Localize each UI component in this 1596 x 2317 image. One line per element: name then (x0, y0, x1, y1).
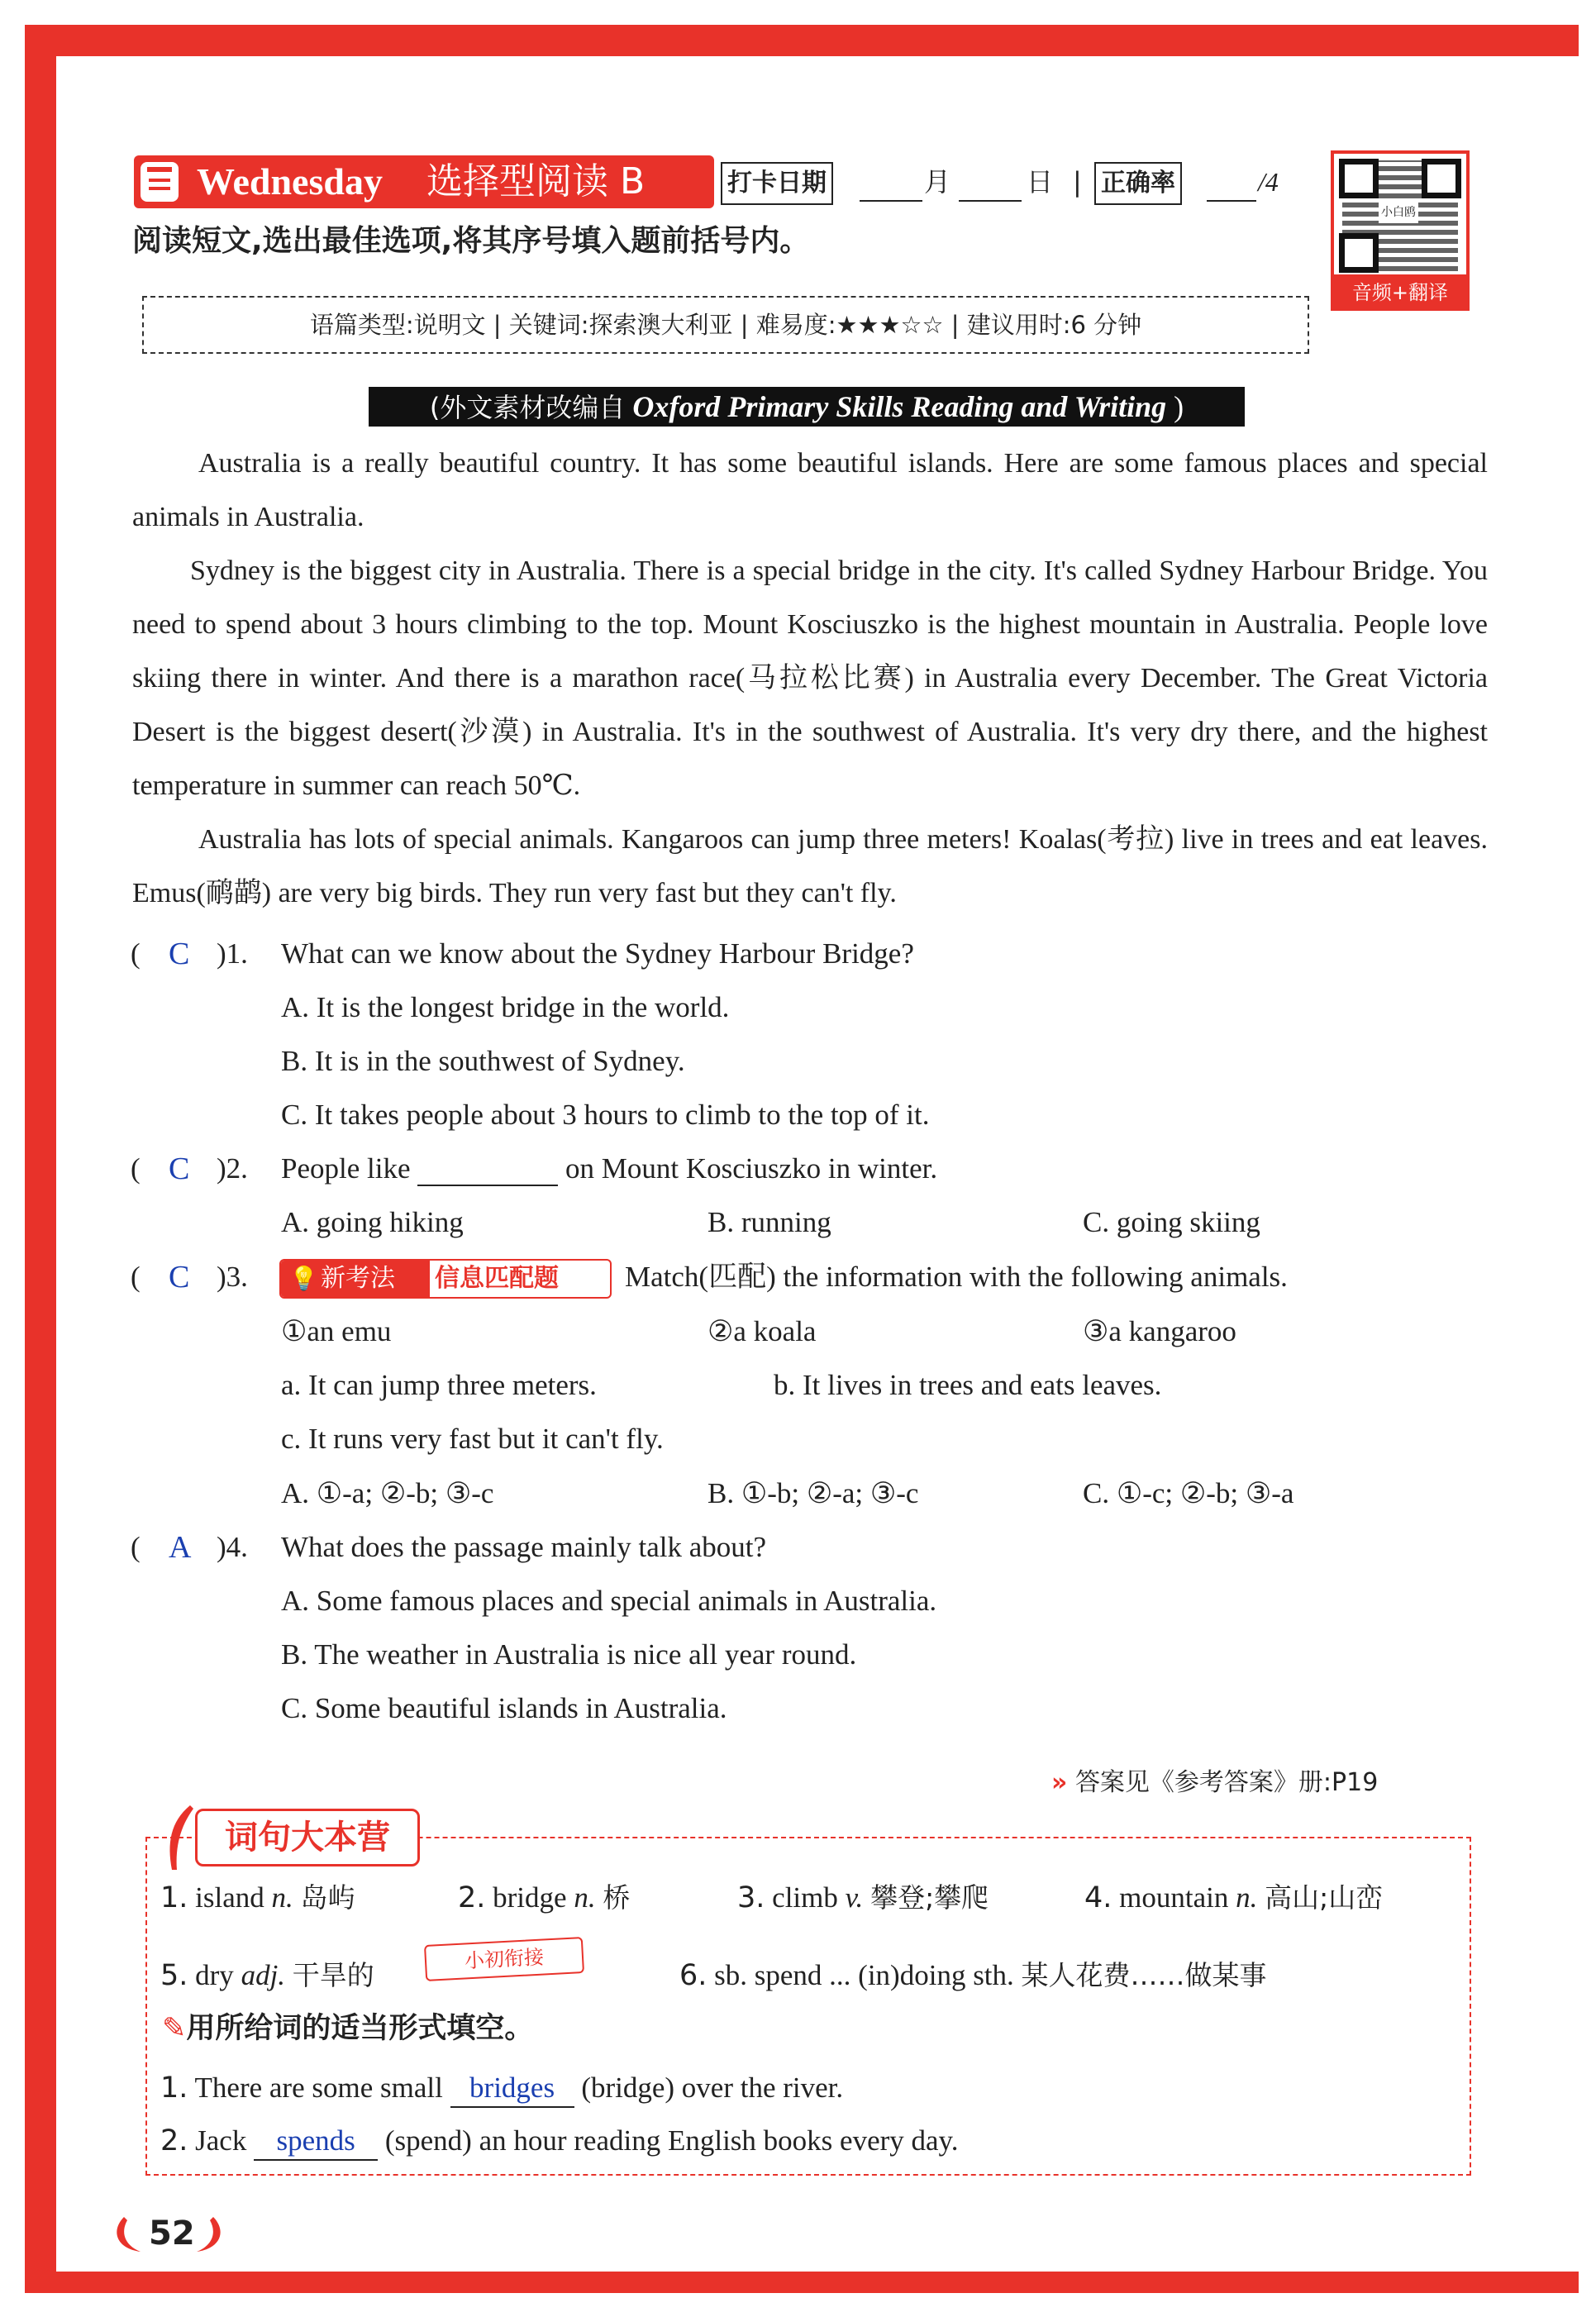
page-border-bottom (25, 2272, 1579, 2293)
vocab-item-2: 2. bridge n. 桥 (458, 1881, 631, 1914)
badge-info-matching: 信息匹配题 (435, 1264, 559, 1293)
q4-stem: What does the passage mainly talk about? (281, 1531, 767, 1563)
q2-option-b[interactable]: B. running (707, 1206, 831, 1238)
vocab-item-1: 1. island n. 岛屿 (160, 1881, 355, 1914)
accuracy-label: 正确率 (1094, 162, 1182, 205)
day-blank[interactable] (959, 200, 1022, 202)
page-border-top (25, 25, 1579, 56)
vocab-title: 词句大本营 (195, 1809, 420, 1866)
q1-option-c[interactable]: C. It takes people about 3 hours to climb to the top of it. (281, 1099, 930, 1131)
q2-option-a[interactable]: A. going hiking (281, 1206, 464, 1238)
qr-audio-translate-label: 音频+翻译 (1331, 274, 1470, 311)
q2-stem (281, 1148, 937, 1189)
q2-answer[interactable]: C (169, 1151, 190, 1186)
q2-stem-after: on Mount Kosciuszko in winter. (565, 1152, 938, 1185)
calendar-icon (141, 162, 179, 202)
accuracy-blank[interactable] (1207, 200, 1256, 202)
answer-reference: » 答案见《参考答案》册:P19 (1051, 1768, 1379, 1797)
q4-number: )4. (217, 1531, 248, 1563)
q4-open-paren: ( (131, 1531, 141, 1563)
qr-finder-bl (1339, 233, 1379, 273)
q3-item-3: ③a kangaroo (1083, 1315, 1236, 1347)
month-blank[interactable] (860, 200, 922, 202)
q1-stem: What can we know about the Sydney Harbour Bridge? (281, 937, 914, 970)
lightbulb-icon: 💡 (289, 1265, 318, 1292)
q4-option-a[interactable]: A. Some famous places and special animals in Australia. (281, 1585, 937, 1617)
source-banner (369, 387, 1245, 427)
qr-finder-tl (1339, 159, 1379, 198)
junior-link-tag: 小初衔接 (424, 1937, 584, 1981)
q1-option-b[interactable]: B. It is in the southwest of Sydney. (281, 1045, 685, 1077)
fill-item-1: 1. There are some small bridges (bridge) over the river. (160, 2065, 843, 2111)
q3-open-paren: ( (131, 1261, 141, 1293)
double-arrow-icon: » (1051, 1768, 1068, 1797)
q1-number: )1. (217, 937, 248, 970)
fill-answer-2[interactable]: spends (254, 2123, 378, 2161)
q1-open-paren: ( (131, 937, 141, 970)
q3-fact-a: a. It can jump three meters. (281, 1369, 597, 1401)
qr-code[interactable] (1331, 150, 1470, 278)
q4-option-c[interactable]: C. Some beautiful islands in Australia. (281, 1692, 727, 1724)
q2-number: )2. (217, 1152, 248, 1185)
q3-item-2: ②a koala (707, 1315, 817, 1347)
q4-answer[interactable]: A (169, 1530, 192, 1565)
passage-paragraph-2: Sydney is the biggest city in Australia. There is a special bridge in the city. It's called Sydney Harbour Bridge. You need to spend about 3 hours climbing to the top. Mount Kosciuszko is the highest mountain in Australia. People love skiing there in winter. And there is a marathon race(马拉松比赛) in Australia every December. The Great Victoria Desert is the biggest desert(沙漠) in Australia. It's in the southwest of Australia. It's very dry there, and the highest temperature in summer can reach 50℃. (132, 555, 1488, 801)
info-bar: 语篇类型:说明文 | 关键词:探索澳大利亚 | 难易度:★★★☆☆ | 建议用时:6 分钟 (142, 296, 1309, 354)
source-prefix: (外文素材改编自 (429, 392, 626, 423)
checkin-label: 打卡日期 (721, 162, 833, 205)
header-separator: | (1073, 166, 1082, 198)
q3-item-1: ①an emu (281, 1315, 392, 1347)
qr-center-logo: 小白鸥 (1379, 202, 1418, 223)
new-question-badge (279, 1259, 612, 1299)
page-border-corner (56, 56, 155, 155)
month-label: 月 (924, 166, 951, 198)
q3-option-b[interactable]: B. ①-b; ②-a; ③-c (707, 1477, 919, 1509)
pencil-icon: ✎ (162, 2012, 187, 2045)
vocab-item-5: 5. dry adj. 干旱的 (160, 1959, 374, 1992)
q3-option-a[interactable]: A. ①-a; ②-b; ③-c (281, 1477, 494, 1509)
q3-answer[interactable]: C (169, 1260, 190, 1294)
header-day: Wednesday (197, 160, 383, 203)
q2-stem-before: People like (281, 1152, 411, 1185)
q3-option-c[interactable]: C. ①-c; ②-b; ③-a (1083, 1477, 1294, 1509)
q3-fact-b: b. It lives in trees and eats leaves. (774, 1369, 1162, 1401)
q2-option-c[interactable]: C. going skiing (1083, 1206, 1260, 1238)
q3-fact-c: c. It runs very fast but it can't fly. (281, 1423, 664, 1455)
page-number: 52 (107, 2209, 231, 2258)
vocab-item-3: 3. climb v. 攀登;攀爬 (737, 1881, 989, 1914)
vocab-item-4: 4. mountain n. 高山;山峦 (1084, 1881, 1384, 1914)
source-title: Oxford Primary Skills Reading and Writing (632, 390, 1167, 423)
qr-finder-tr (1422, 159, 1461, 198)
header-type: 选择型阅读 B (426, 160, 646, 203)
q2-blank (417, 1156, 558, 1186)
badge-new-method: 💡 新考法 (281, 1261, 430, 1297)
q2-open-paren: ( (131, 1152, 141, 1185)
q3-stem: Match(匹配) the information with the following animals. (625, 1261, 1288, 1293)
q1-answer[interactable]: C (169, 937, 190, 971)
q1-option-a[interactable]: A. It is the longest bridge in the world. (281, 991, 730, 1023)
source-suffix: ) (1174, 390, 1184, 423)
vocab-item-6: 6. sb. spend ... (in)doing sth. 某人花费……做某事 (679, 1959, 1267, 1992)
fill-answer-1[interactable]: bridges (450, 2070, 574, 2108)
instruction: 阅读短文,选出最佳选项,将其序号填入题前括号内。 (132, 224, 810, 258)
passage-paragraph-1: Australia is a really beautiful country. It has some beautiful islands. Here are some famous places and special animals in Australia. (132, 448, 1488, 532)
day-label: 日 (1027, 166, 1054, 198)
quill-pen-icon (162, 1802, 195, 1873)
accuracy-total: /4 (1258, 167, 1279, 197)
fill-instruction: ✎用所给词的适当形式填空。 (162, 2012, 534, 2045)
q3-number: )3. (217, 1261, 248, 1293)
passage-paragraph-3: Australia has lots of special animals. Kangaroos can jump three meters! Koalas(考拉) live in trees and eat leaves. Emus(鸸鹋) are very big birds. They run very fast but they can't fly. (132, 824, 1488, 908)
page-border-left (25, 25, 56, 2281)
q4-option-b[interactable]: B. The weather in Australia is nice all year round. (281, 1638, 857, 1671)
fill-item-2: 2. Jack spends (spend) an hour reading English books every day. (160, 2118, 959, 2164)
